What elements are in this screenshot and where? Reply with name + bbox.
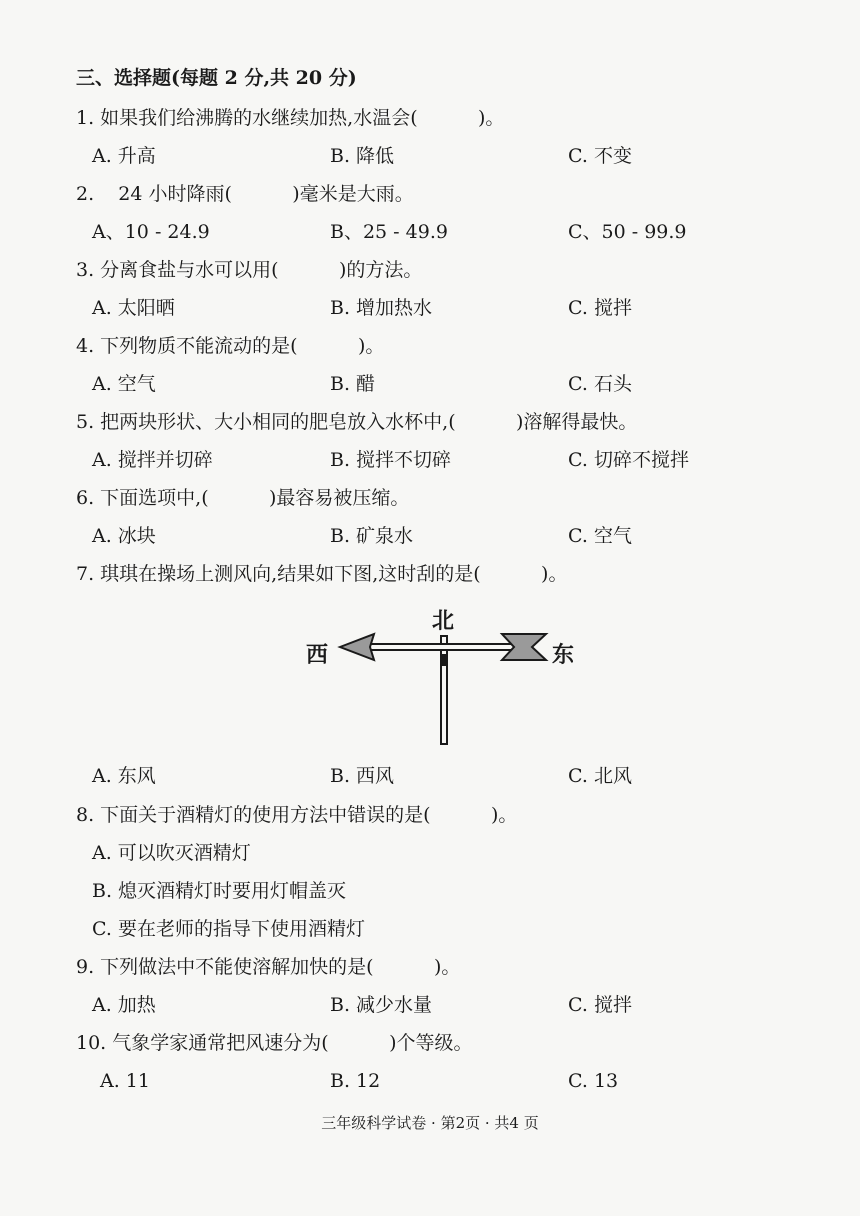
question-7-option-b[interactable]: B. 西风 [330, 765, 395, 787]
question-10-option-c[interactable]: C. 13 [568, 1070, 619, 1092]
question-7-option-c[interactable]: C. 北风 [568, 765, 632, 787]
question-9-option-c[interactable]: C. 搅拌 [568, 994, 632, 1016]
question-7-stem: 7. 琪琪在操场上测风向,结果如下图,这时刮的是( )。 [76, 563, 568, 585]
question-10-option-a[interactable]: A. 11 [100, 1070, 150, 1092]
question-2-stem: 2. 24 小时降雨( )毫米是大雨。 [76, 183, 414, 205]
question-5-stem: 5. 把两块形状、大小相同的肥皂放入水杯中,( )溶解得最快。 [76, 411, 638, 433]
question-1-option-a[interactable]: A. 升高 [92, 145, 156, 167]
question-1-option-c[interactable]: C. 不变 [568, 145, 632, 167]
question-1-stem: 1. 如果我们给沸腾的水继续加热,水温会( )。 [76, 107, 505, 129]
question-6-option-c[interactable]: C. 空气 [568, 525, 632, 547]
question-10-stem: 10. 气象学家通常把风速分为( )个等级。 [76, 1032, 473, 1054]
question-10-option-b[interactable]: B. 12 [330, 1070, 381, 1092]
question-4-option-c[interactable]: C. 石头 [568, 373, 632, 395]
question-3-option-c[interactable]: C. 搅拌 [568, 297, 632, 319]
question-3-option-b[interactable]: B. 增加热水 [330, 297, 433, 319]
question-2-option-a[interactable]: A、10 - 24.9 [92, 221, 210, 243]
section-title: 三、选择题(每题 2 分,共 20 分) [76, 67, 357, 89]
question-3-option-a[interactable]: A. 太阳晒 [92, 297, 175, 319]
west-label: 西 [306, 643, 329, 668]
question-8-option-c[interactable]: C. 要在老师的指导下使用酒精灯 [92, 918, 365, 940]
east-label: 东 [552, 643, 575, 668]
page-footer: 三年级科学试卷 · 第2页 · 共4 页 [321, 1114, 539, 1132]
question-1-option-b[interactable]: B. 降低 [330, 145, 395, 167]
question-6-option-b[interactable]: B. 矿泉水 [330, 525, 414, 547]
wind-vane-icon [300, 600, 590, 750]
question-6-stem: 6. 下面选项中,( )最容易被压缩。 [76, 487, 410, 509]
question-8-option-b[interactable]: B. 熄灭酒精灯时要用灯帽盖灭 [92, 880, 347, 902]
north-label: 北 [432, 609, 455, 634]
question-9-option-a[interactable]: A. 加热 [92, 994, 156, 1016]
question-5-option-b[interactable]: B. 搅拌不切碎 [330, 449, 452, 471]
question-4-option-b[interactable]: B. 醋 [330, 373, 376, 395]
question-8-option-a[interactable]: A. 可以吹灭酒精灯 [92, 842, 251, 864]
question-5-option-a[interactable]: A. 搅拌并切碎 [92, 449, 213, 471]
question-7-option-a[interactable]: A. 东风 [92, 765, 156, 787]
question-5-option-c[interactable]: C. 切碎不搅拌 [568, 449, 689, 471]
question-4-stem: 4. 下列物质不能流动的是( )。 [76, 335, 385, 357]
question-2-option-b[interactable]: B、25 - 49.9 [330, 221, 448, 243]
wind-vane-figure [300, 600, 590, 750]
question-8-stem: 8. 下面关于酒精灯的使用方法中错误的是( )。 [76, 804, 518, 826]
question-9-option-b[interactable]: B. 减少水量 [330, 994, 433, 1016]
question-4-option-a[interactable]: A. 空气 [92, 373, 156, 395]
question-9-stem: 9. 下列做法中不能使溶解加快的是( )。 [76, 956, 461, 978]
question-6-option-a[interactable]: A. 冰块 [92, 525, 156, 547]
question-2-option-c[interactable]: C、50 - 99.9 [568, 221, 687, 243]
question-3-stem: 3. 分离食盐与水可以用( )的方法。 [76, 259, 423, 281]
